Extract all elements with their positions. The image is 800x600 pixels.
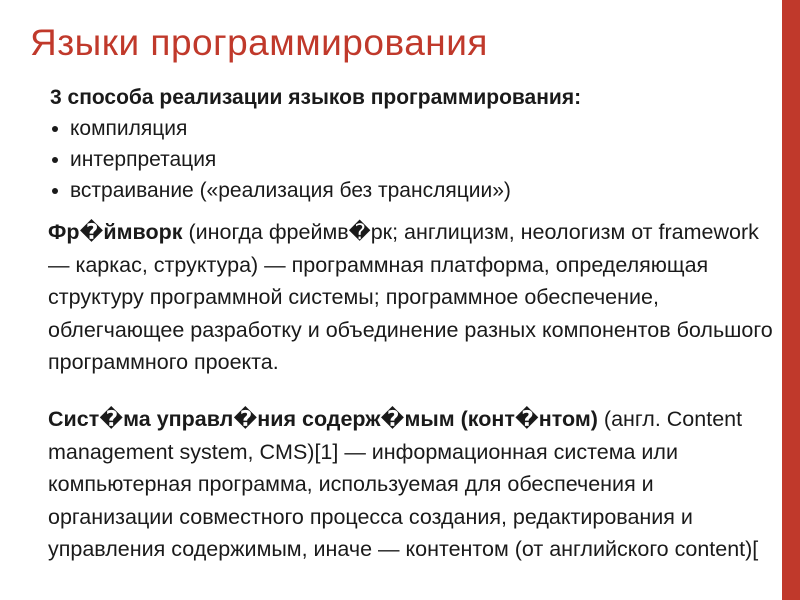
cms-definition <box>48 403 778 566</box>
bullet-icon <box>52 188 58 194</box>
list-item <box>50 113 750 144</box>
bullet-icon <box>52 126 58 132</box>
methods-list <box>50 113 750 206</box>
bullet-icon <box>52 157 58 163</box>
list-item <box>50 175 750 206</box>
method-label: встраивание («реализация без трансляции») <box>70 179 511 202</box>
framework-text: (иногда фреймв�рк; англицизм, неологизм от framework — каркас, структура) — программная платформа, определяющая структуру программной системы; программное обеспечение, облегчающее разработку и объединение разных компонентов большого программного проекта. <box>48 220 773 374</box>
method-label: компиляция <box>70 117 188 140</box>
implementation-methods <box>50 82 750 206</box>
list-item <box>50 144 750 175</box>
framework-definition <box>48 216 778 379</box>
accent-bar <box>782 0 800 600</box>
method-label: интерпретация <box>70 148 217 171</box>
cms-term: Сист�ма управл�ния содерж�мым (конт�нтом) <box>48 407 598 431</box>
framework-term: Фр�ймворк <box>48 220 183 244</box>
methods-heading: 3 способа реализации языков программирования: <box>50 86 582 109</box>
cms-text: (англ. Content management system, CMS)[1] — информационная система или компьютерная программа, используемая для обеспечения и организации совместного процесса создания, редактирования и управления содержимым, иначе — контентом (от английского content)[ <box>48 407 759 561</box>
slide-title: Языки программирования <box>30 22 488 63</box>
